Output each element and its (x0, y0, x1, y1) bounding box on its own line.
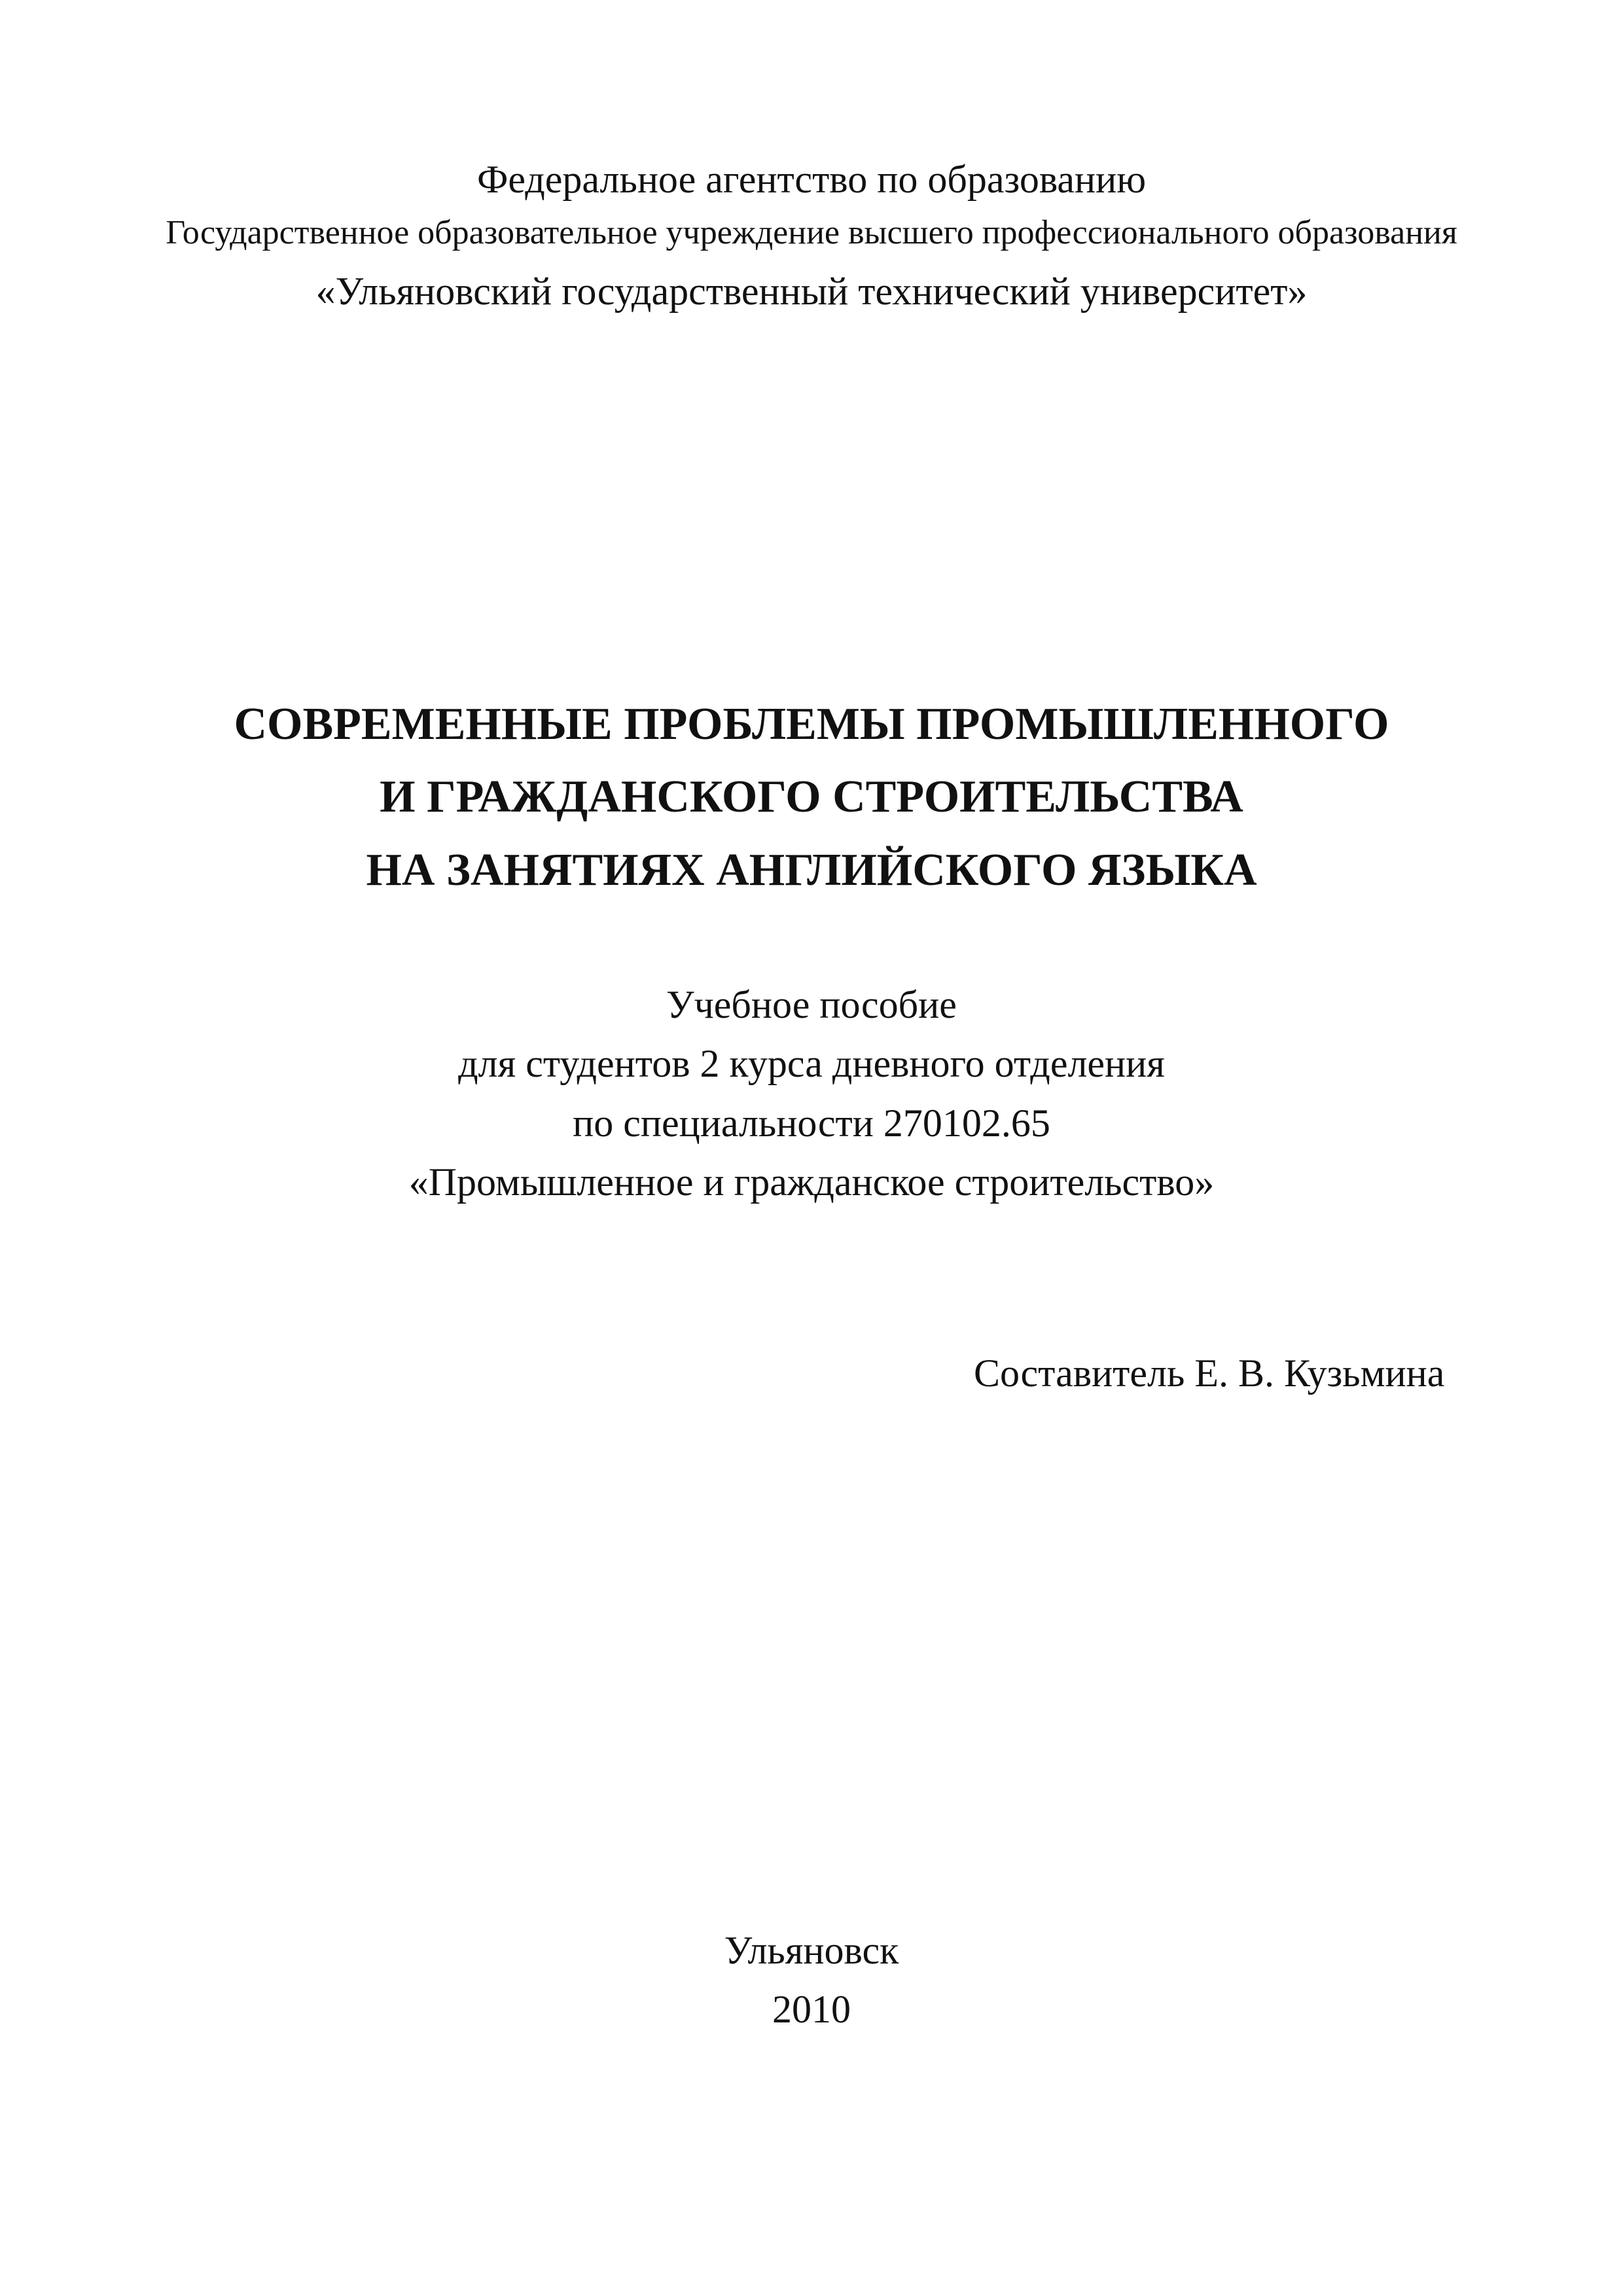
year: 2010 (772, 1988, 851, 2031)
main-title-line-2: И ГРАЖДАНСКОГО СТРОИТЕЛЬСТВА (380, 772, 1243, 822)
specialty-name: «Промышленное и гражданское строительство» (408, 1160, 1215, 1204)
main-title-line-1: СОВРЕМЕННЫЕ ПРОБЛЕМЫ ПРОМЫШЛЕННОГО (234, 699, 1389, 749)
institution-type: Государственное образовательное учреждение высшего профессионального образования (166, 214, 1457, 251)
university-name: «Ульяновский государственный технический университет» (315, 270, 1308, 313)
main-title-line-3: НА ЗАНЯТИЯХ АНГЛИЙСКОГО ЯЗЫКА (366, 845, 1257, 895)
city: Ульяновск (724, 1929, 899, 1972)
agency-name: Федеральное агентство по образованию (476, 158, 1147, 201)
audience: для студентов 2 курса дневного отделения (458, 1042, 1165, 1085)
specialty-code: по специальности 270102.65 (573, 1102, 1050, 1145)
compiler-credit: Составитель Е. В. Кузьмина (974, 1352, 1445, 1395)
document-type: Учебное пособие (666, 983, 957, 1026)
